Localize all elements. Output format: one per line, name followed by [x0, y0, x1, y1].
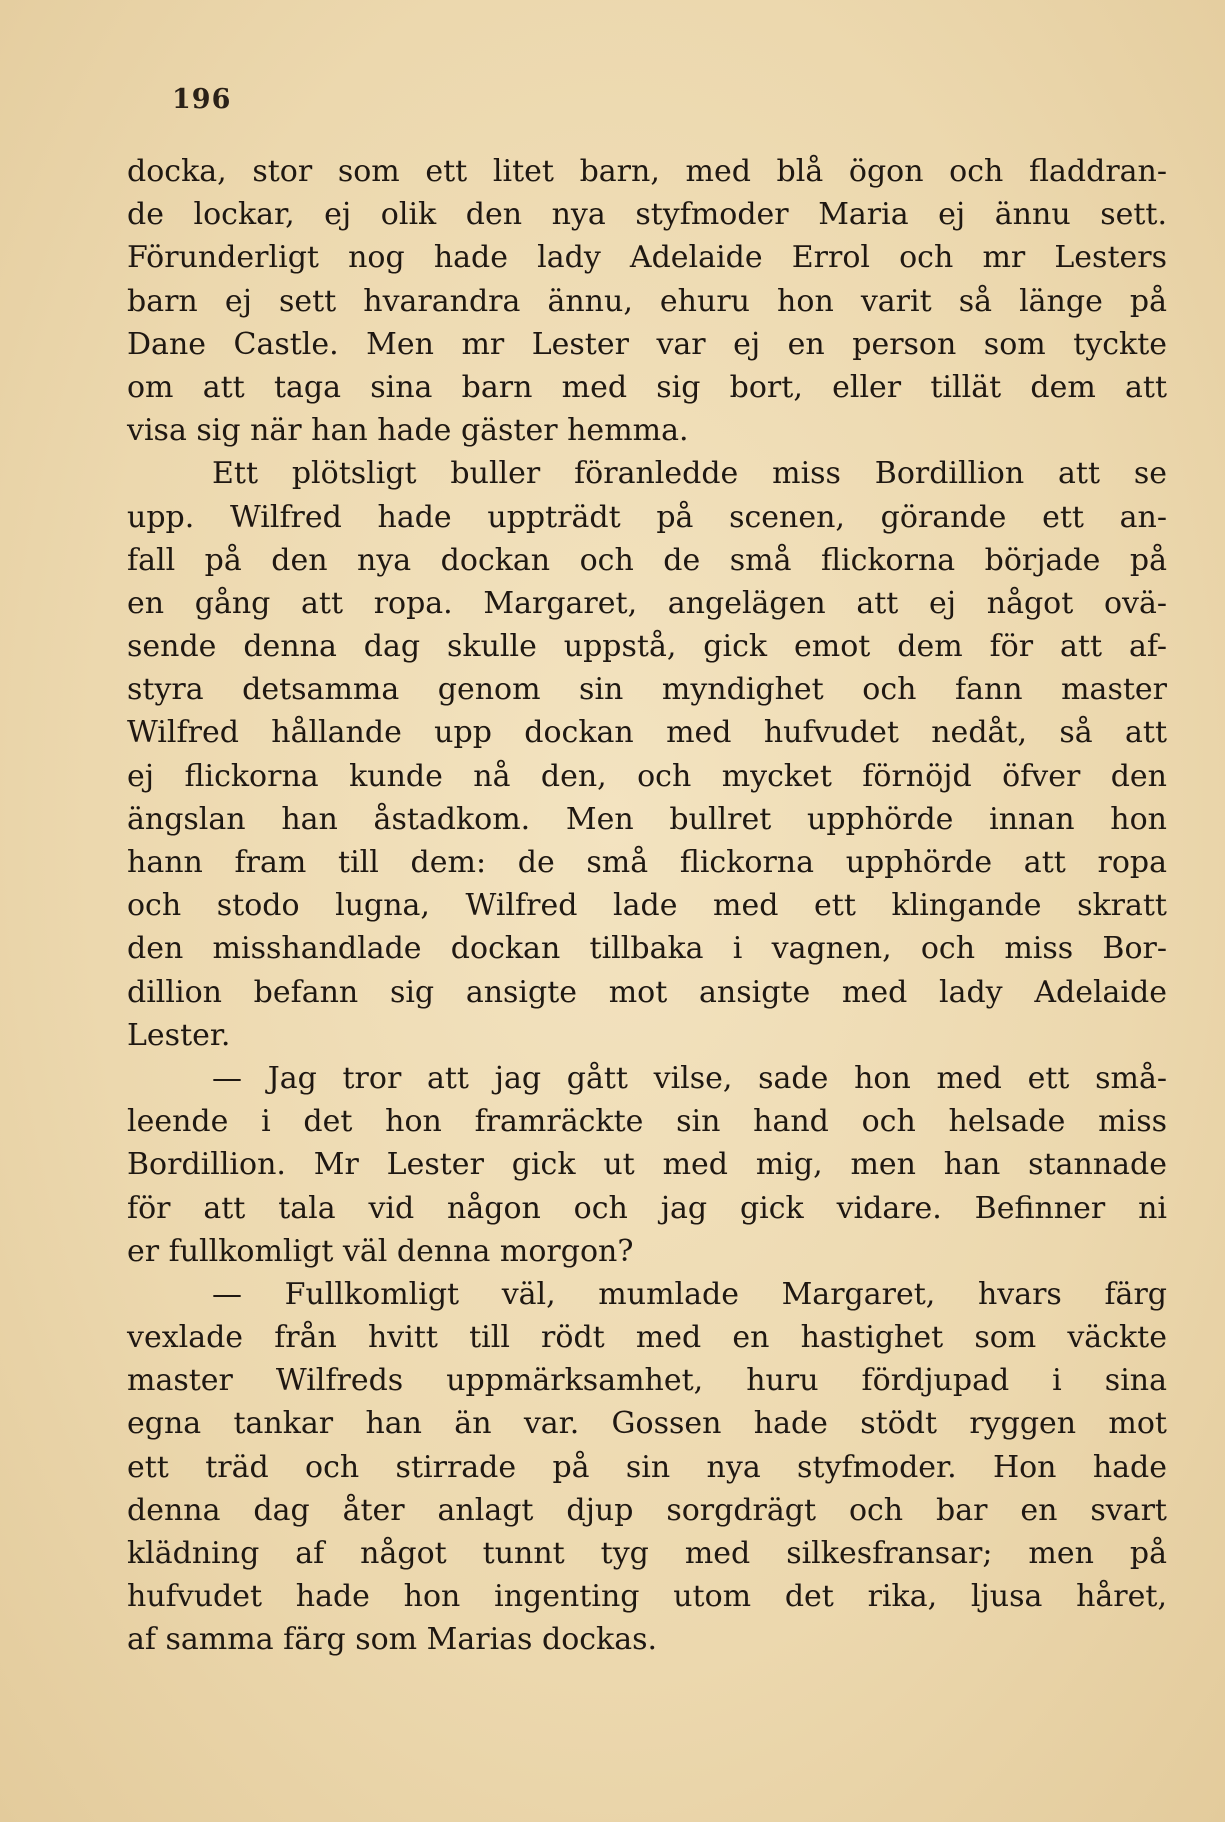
text-line: er fullkomligt väl denna morgon?: [127, 1233, 634, 1269]
text-line: om att taga sina barn med sig bort, eller tillät dem att: [127, 369, 1167, 405]
text-line: visa sig när han hade gäster hemma.: [127, 413, 689, 449]
text-line: fall på den nya dockan och de små flickorna började på: [127, 542, 1167, 578]
text-line: ängslan han åstadkom. Men bullret upphörde innan hon: [127, 801, 1167, 837]
text-line: sende denna dag skulle uppstå, gick emot dem för att af-: [127, 629, 1167, 665]
text-line: — Jag tror att jag gått vilse, sade hon med ett små-: [212, 1060, 1167, 1096]
text-line: barn ej sett hvarandra ännu, ehuru hon varit så länge på: [127, 283, 1167, 319]
text-line: för att tala vid någon och jag gick vidare. Befinner ni: [127, 1190, 1167, 1226]
text-line: upp. Wilfred hade uppträdt på scenen, görande ett an-: [127, 499, 1167, 535]
text-line: hufvudet hade hon ingenting utom det rika, ljusa håret,: [127, 1579, 1167, 1615]
text-line: en gång att ropa. Margaret, angelägen att ej något ovä-: [127, 585, 1167, 621]
text-line: dillion befann sig ansigte mot ansigte med lady Adelaide: [127, 974, 1167, 1010]
page-number: 196: [172, 84, 232, 115]
text-line: master Wilfreds uppmärksamhet, huru fördjupad i sina: [127, 1363, 1167, 1399]
text-line: och stodo lugna, Wilfred lade med ett klingande skratt: [127, 888, 1167, 924]
text-line: hann fram till dem: de små flickorna upphörde att ropa: [127, 845, 1167, 880]
text-line: den misshandlade dockan tillbaka i vagnen, och miss Bor-: [127, 931, 1167, 967]
text-line: Lester.: [127, 1017, 231, 1053]
text-line: klädning af något tunnt tyg med silkesfransar; men på: [127, 1536, 1167, 1571]
text-line: egna tankar han än var. Gossen hade stödt ryggen mot: [127, 1406, 1167, 1442]
text-line: af samma färg som Marias dockas.: [127, 1622, 658, 1658]
text-line: vexlade från hvitt till rödt med en hastighet som väckte: [127, 1320, 1167, 1356]
text-line: Dane Castle. Men mr Lester var ej en person som tyckte: [127, 326, 1167, 362]
text-line: ett träd och stirrade på sin nya styfmoder. Hon hade: [127, 1449, 1167, 1485]
text-line: de lockar, ej olik den nya styfmoder Maria ej ännu sett.: [127, 197, 1167, 233]
text-line: — Fullkomligt väl, mumlade Margaret, hvars färg: [212, 1276, 1167, 1312]
text-line: leende i det hon framräckte sin hand och helsade miss: [127, 1104, 1167, 1140]
text-line: Förunderligt nog hade lady Adelaide Errol och mr Lesters: [127, 240, 1167, 276]
body-text: [127, 150, 1167, 1662]
text-line: denna dag åter anlagt djup sorgdrägt och bar en svart: [127, 1492, 1167, 1528]
text-line: docka, stor som ett litet barn, med blå ögon och fladdran-: [127, 154, 1167, 189]
text-line: Wilfred hållande upp dockan med hufvudet nedåt, så att: [127, 715, 1167, 751]
text-line: styra detsamma genom sin myndighet och fann master: [127, 672, 1167, 708]
text-line: Ett plötsligt buller föranledde miss Bordillion att se: [212, 456, 1167, 492]
text-line: Bordillion. Mr Lester gick ut med mig, men han stannade: [127, 1147, 1167, 1183]
text-line: ej flickorna kunde nå den, och mycket förnöjd öfver den: [127, 758, 1167, 794]
